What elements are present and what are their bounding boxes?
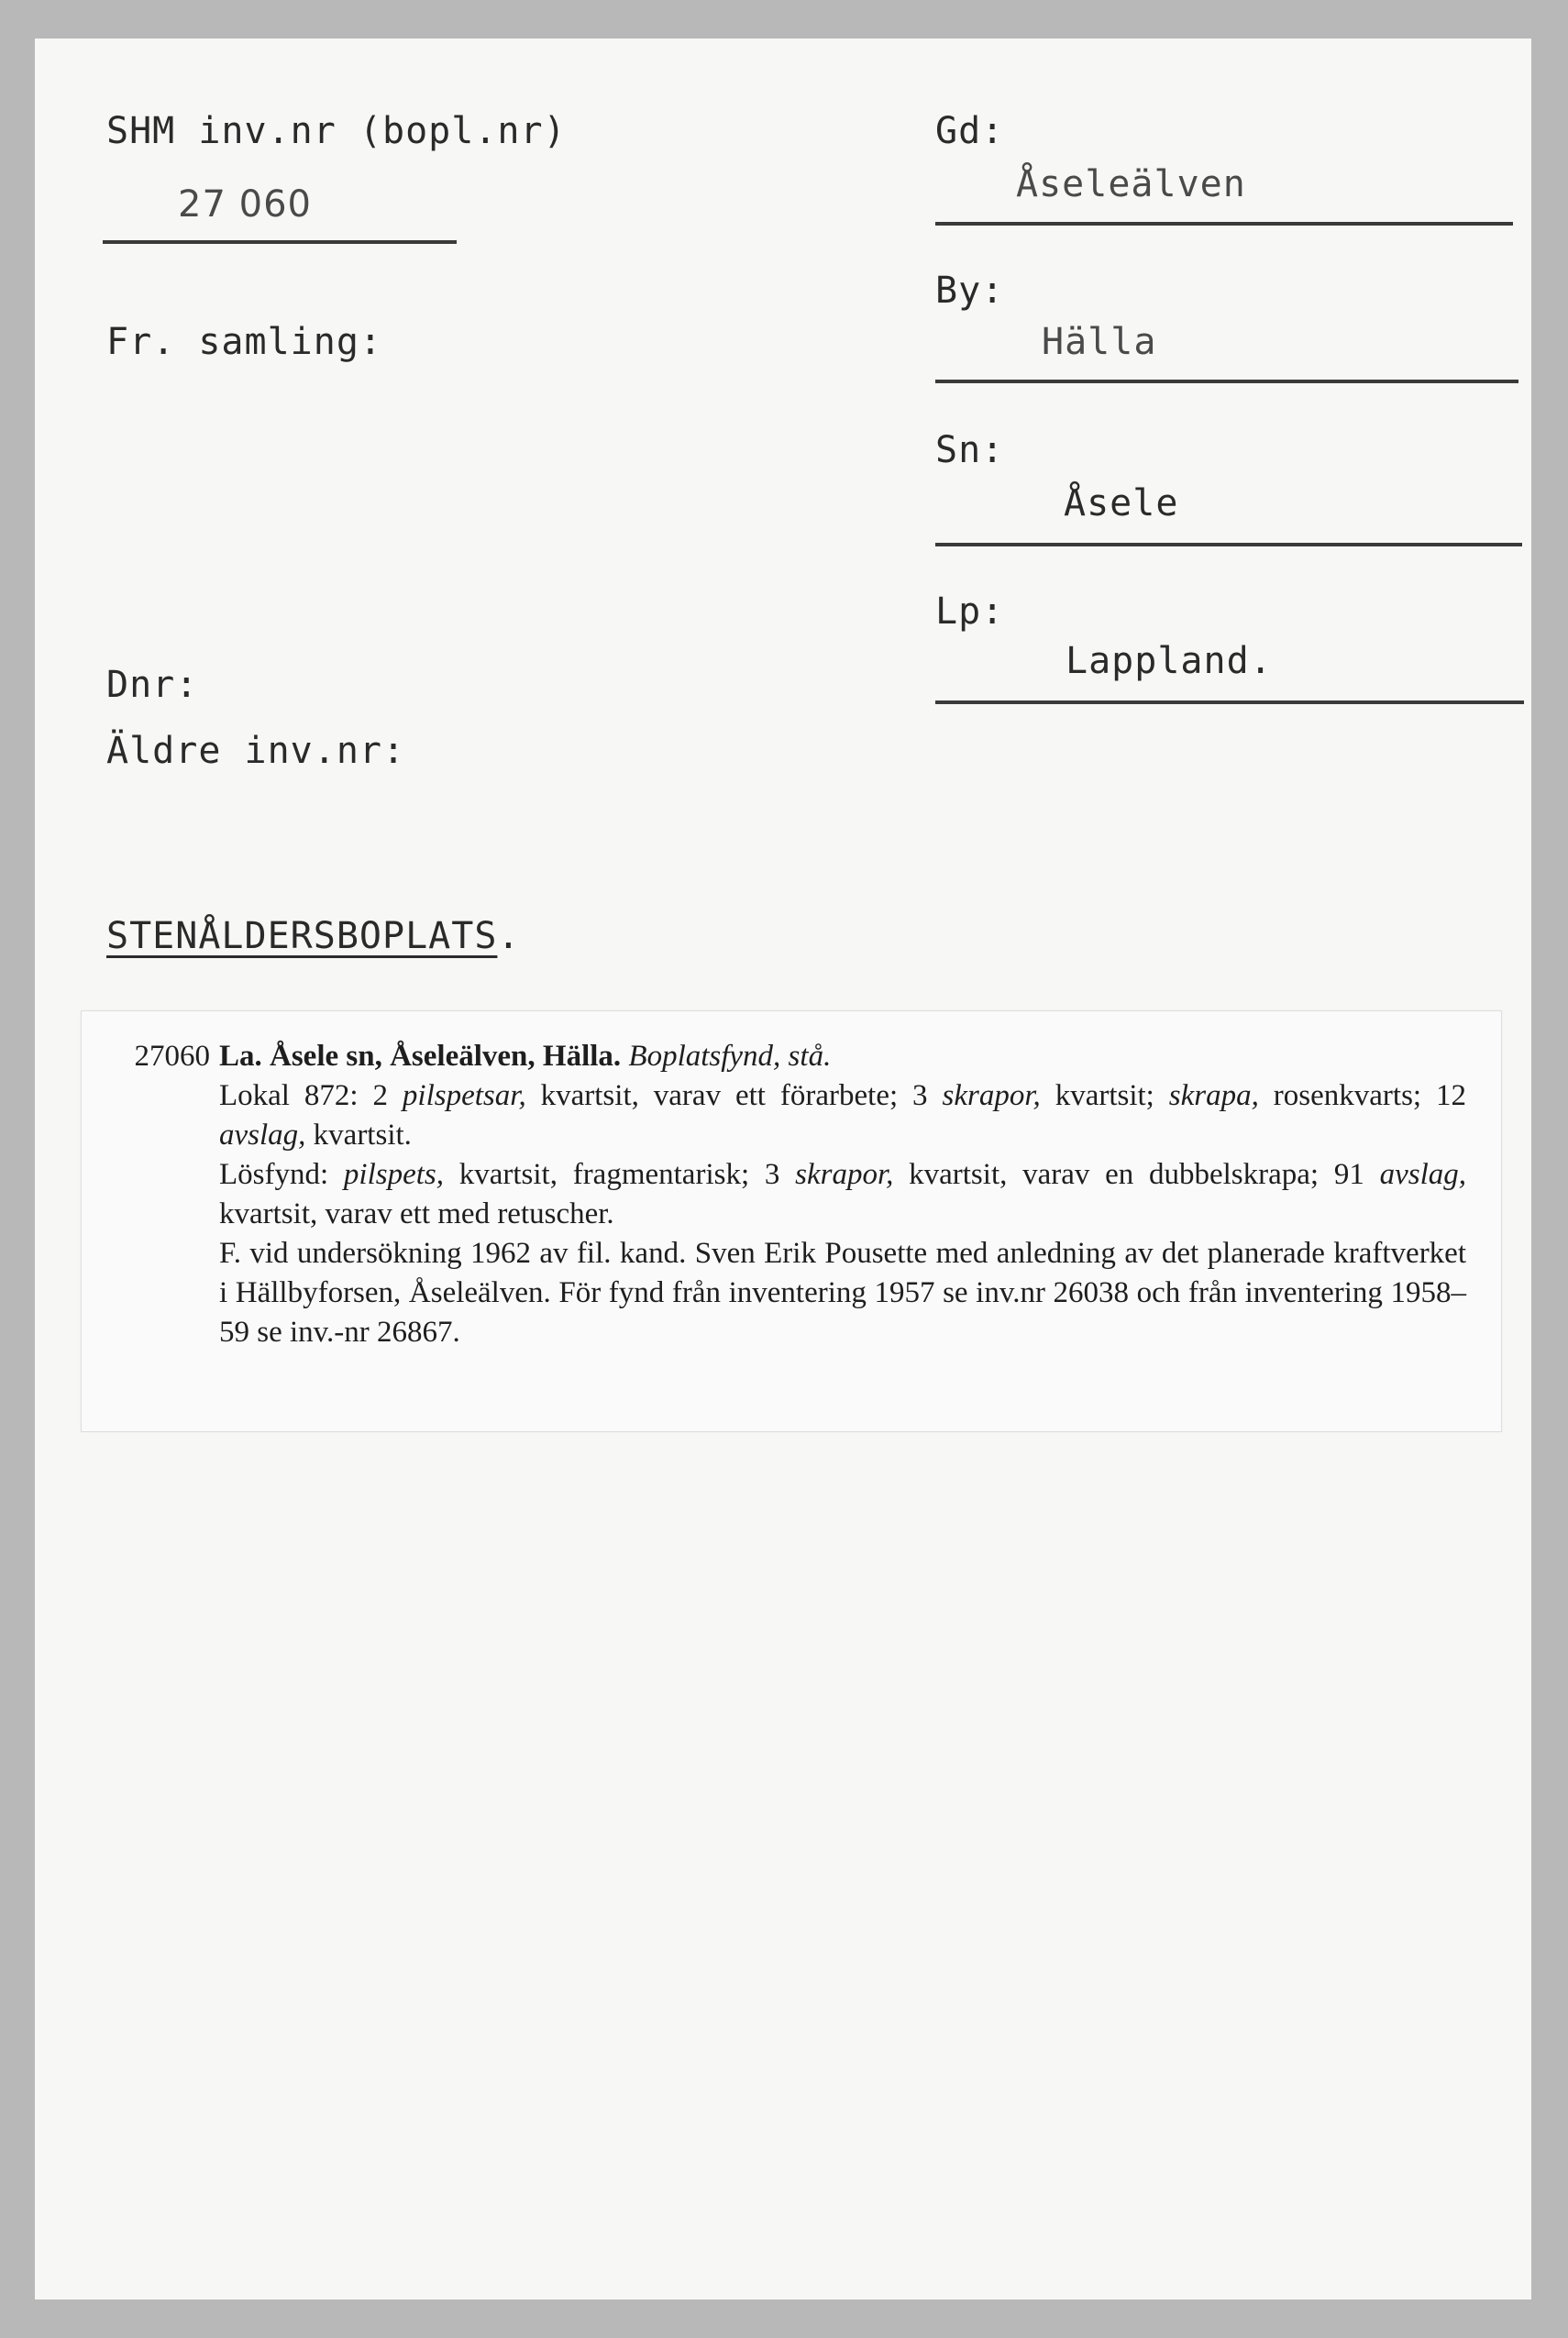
entry-lokal-part: kvartsit, varav ett förarbete; 3 xyxy=(525,1079,943,1112)
inv-label: SHM inv.nr (bopl.nr) xyxy=(106,110,567,152)
entry-title-italic: Boplatsfynd, stå. xyxy=(628,1040,832,1073)
sn-label: Sn: xyxy=(935,429,1005,471)
lp-value: Lappland. xyxy=(1066,640,1273,682)
lp-rule xyxy=(935,700,1524,704)
lp-label: Lp: xyxy=(935,590,1005,633)
by-value: Hälla xyxy=(1042,321,1157,363)
entry-lokal xyxy=(219,1076,1466,1155)
by-rule xyxy=(935,380,1518,383)
entry-find-note: F. vid undersökning 1962 av fil. kand. Sven Erik Pousette med anledning av det planerade kraftverket i Hällbyforsen, Åseleälven. För fynd från inventering 1957 se inv.nr 26038 och från inventering 1958–59 se inv.-nr 26867. xyxy=(219,1237,1466,1349)
entry-los-part: kvartsit, fragmentarisk; 3 xyxy=(444,1158,796,1191)
catalog-card xyxy=(35,39,1531,2299)
by-label: By: xyxy=(935,270,1005,312)
entry-lokal-term: skrapor, xyxy=(942,1079,1041,1112)
entry-number: 27060 xyxy=(134,1040,210,1073)
gd-label: Gd: xyxy=(935,110,1005,152)
site-heading xyxy=(106,915,521,957)
entry-los-part: kvartsit, varav ett med retuscher. xyxy=(219,1197,614,1230)
pasted-catalog-entry xyxy=(81,1010,1502,1432)
catalog-entry-text xyxy=(134,1037,1466,1352)
entry-los-part: kvartsit, varav en dubbelskrapa; 91 xyxy=(893,1158,1380,1191)
entry-los-term: skrapor, xyxy=(795,1158,894,1191)
entry-los-term: avslag, xyxy=(1379,1158,1466,1191)
entry-lokal-part: kvartsit. xyxy=(305,1119,412,1152)
site-heading-suffix: . xyxy=(497,915,521,957)
entry-los-term: pilspets, xyxy=(343,1158,444,1191)
entry-lokal-part: kvartsit; xyxy=(1040,1079,1169,1112)
gd-rule xyxy=(935,222,1513,226)
site-heading-text: STENÅLDERSBOPLATS xyxy=(106,915,498,957)
entry-lokal-part: rosenkvarts; 12 xyxy=(1258,1079,1466,1112)
entry-lokal-part: Lokal 872: 2 xyxy=(219,1079,403,1112)
gd-value: Åseleälven xyxy=(1016,163,1246,205)
entry-lokal-term: skrapa, xyxy=(1168,1079,1259,1112)
inv-rule xyxy=(103,240,457,244)
dnr-label: Dnr: xyxy=(106,664,199,706)
entry-title xyxy=(219,1037,1466,1076)
sn-rule xyxy=(935,543,1522,546)
inv-value: 27 060 xyxy=(178,183,312,226)
fr-samling-label: Fr. samling: xyxy=(106,321,382,363)
sn-value: Åsele xyxy=(1064,482,1179,524)
entry-lokal-term: pilspetsar, xyxy=(402,1079,526,1112)
entry-losfynd xyxy=(219,1155,1466,1234)
entry-title-bold: La. Åsele sn, Åseleälven, Hälla. xyxy=(219,1040,622,1073)
entry-los-part: Lösfynd: xyxy=(219,1158,344,1191)
aldre-inv-label: Äldre inv.nr: xyxy=(106,730,406,772)
entry-lokal-term: avslag, xyxy=(219,1119,306,1152)
